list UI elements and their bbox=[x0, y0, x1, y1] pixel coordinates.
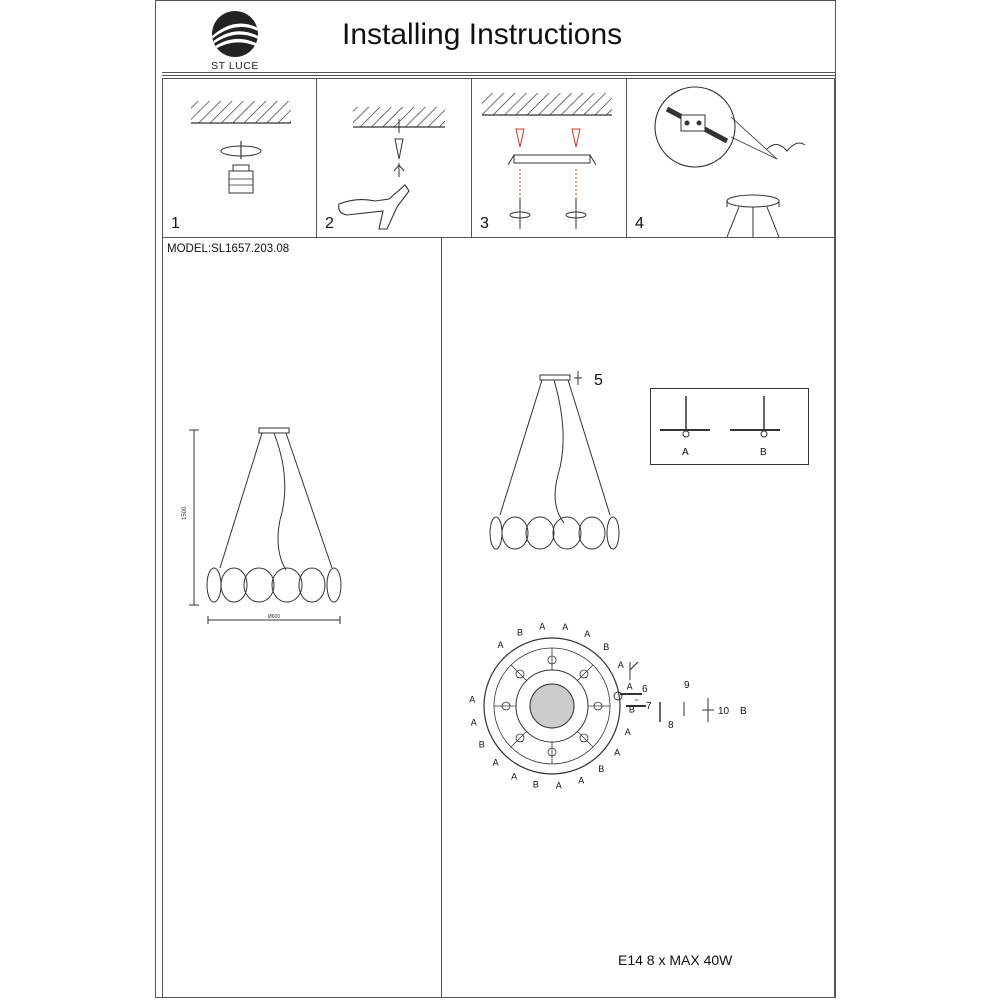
panel-divider bbox=[441, 238, 442, 998]
step-number: 4 bbox=[635, 215, 644, 232]
callout-5: 5 bbox=[594, 372, 603, 389]
step-number: 3 bbox=[480, 215, 489, 232]
ring-clip-label: A bbox=[539, 621, 546, 632]
ring-clip-label: A bbox=[511, 771, 518, 782]
ring-clip-label: A bbox=[578, 775, 585, 786]
step-4 bbox=[627, 79, 834, 237]
clip-a-label: A bbox=[682, 447, 689, 458]
step-3 bbox=[472, 79, 627, 237]
ring-clip-label: A bbox=[614, 747, 621, 758]
step-2 bbox=[317, 79, 472, 237]
title-rule-2 bbox=[162, 75, 835, 76]
ceiling-mount-screw-icon bbox=[163, 79, 317, 237]
callout-8: 8 bbox=[668, 720, 674, 731]
chandelier-assembly bbox=[480, 365, 660, 565]
clip-variants-box bbox=[650, 388, 810, 466]
ring-clip-label: A bbox=[470, 717, 477, 728]
ring-clip-label: A bbox=[626, 681, 633, 692]
model-label: MODEL:SL1657.203.08 bbox=[167, 243, 290, 255]
ring-clip-label: A bbox=[624, 727, 631, 737]
ring-clip-label: B bbox=[628, 704, 635, 715]
step-1 bbox=[163, 79, 317, 237]
ring-clip-label: A bbox=[497, 639, 504, 650]
width-label: Ø600 bbox=[267, 614, 281, 620]
brand-name: ST LUCE bbox=[211, 60, 259, 72]
ring-clip-label: A bbox=[492, 757, 499, 768]
page-title: Installing Instructions bbox=[342, 18, 623, 51]
ring-top-view bbox=[470, 622, 770, 802]
callout-10: 10 bbox=[718, 706, 730, 717]
ring-clip-label: A bbox=[469, 694, 476, 705]
title-rule bbox=[162, 72, 835, 73]
ring-clip-label: A bbox=[617, 660, 624, 671]
callout-9: 9 bbox=[684, 680, 690, 691]
clip-b-label: B bbox=[760, 447, 767, 458]
steps-row bbox=[162, 78, 835, 238]
ring-clip-label: A bbox=[562, 622, 569, 633]
ring-clip-label: A bbox=[584, 629, 591, 640]
wiring-connection-icon bbox=[627, 79, 834, 237]
callout-7: 7 bbox=[646, 701, 652, 712]
ring-clip-label: B bbox=[598, 764, 605, 775]
ring-clip-label: B bbox=[516, 627, 524, 638]
height-label: 1500 bbox=[182, 506, 188, 520]
ring-clip-label: B bbox=[532, 779, 539, 790]
step-number: 1 bbox=[171, 215, 180, 232]
dimension-drawing bbox=[162, 420, 441, 640]
ring-clip-label: B bbox=[603, 642, 610, 653]
lamp-spec: E14 8 x MAX 40W bbox=[618, 952, 733, 968]
ring-clip-label: B bbox=[478, 739, 485, 750]
ring-clip-label: A bbox=[555, 780, 562, 791]
step-number: 2 bbox=[325, 215, 334, 232]
mounting-bar-screws-icon bbox=[472, 79, 627, 237]
drill-ceiling-icon bbox=[317, 79, 472, 237]
callout-6: 6 bbox=[642, 684, 648, 695]
callout-10-letter: B bbox=[740, 706, 747, 717]
